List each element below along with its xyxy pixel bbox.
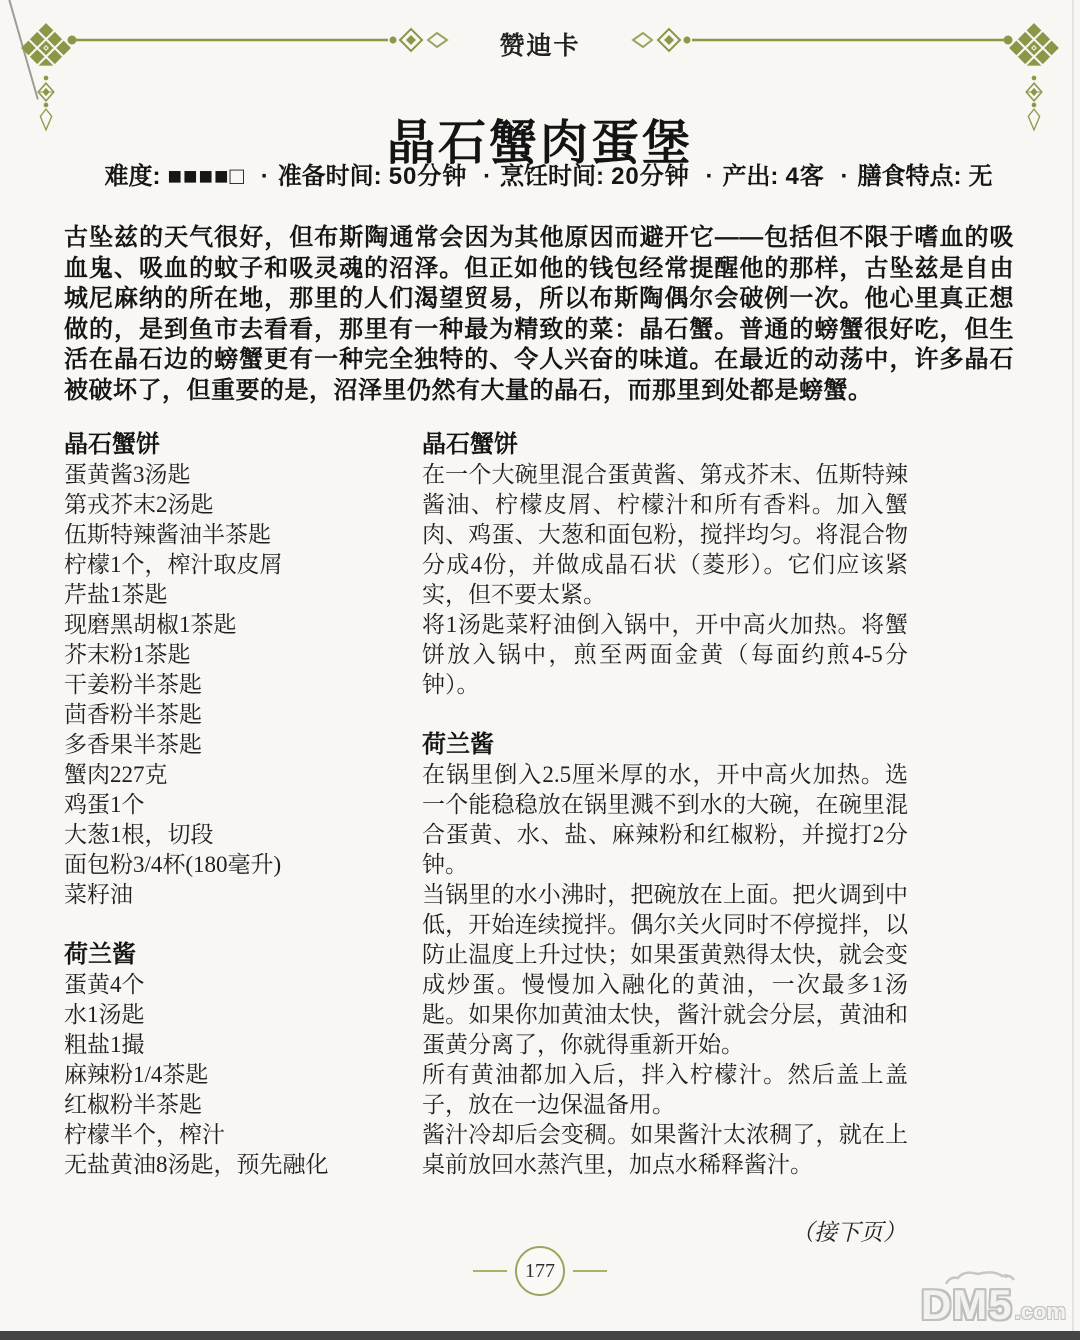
watermark-suffix: .com [1014,1299,1066,1324]
ingredient-item: 干姜粉半茶匙 [64,672,202,697]
page-footer [0,1246,1080,1296]
ingredient-item: 水1汤匙 [64,1002,145,1027]
ingredient-item: 蟹肉227克 [64,762,168,787]
ingredient-item: 菜籽油 [64,882,133,907]
instruction-paragraph: 在锅里倒入2.5厘米厚的水，开中高火加热。选一个能稳稳放在锅里溅不到水的大碗，在碗里混合蛋黄、水、盐、麻辣粉和红椒粉，并搅打2分钟。 [422,762,908,877]
meta-item [831,163,993,190]
meta-separator: · [705,163,714,190]
ingredients-section-crab-cakes [64,430,422,910]
recipe-title: 晶石蟹肉蛋堡 [386,117,693,171]
instruction-paragraph: 所有黄油都加入后，拌入柠檬汁。然后盖上盖子，放在一边保温备用。 [422,1062,908,1117]
meta-item [252,163,468,190]
meta-label: 准备时间: [277,163,382,190]
dm5-watermark [920,1281,1066,1328]
instruction-paragraph: 在一个大碗里混合蛋黄酱、第戎芥末、伍斯特辣酱油、柠檬皮屑、柠檬汁和所有香料。加入蟹肉、鸡蛋、大葱和面包粉，搅拌均匀。将混合物分成4份，并做成晶石状（菱形）。它们应该紧实，但不要太紧。 [422,462,908,607]
meta-separator: · [840,163,849,190]
recipe-columns [64,430,1016,1247]
meta-label: 膳食特点: [857,163,962,190]
meta-separator: · [260,163,269,190]
ingredient-item: 芥末粉1茶匙 [64,642,191,667]
ingredient-item: 大葱1根，切段 [64,822,214,847]
meta-item [474,163,690,190]
ingredient-item: 麻辣粉1/4茶匙 [64,1062,209,1087]
ingredient-item: 伍斯特辣酱油半茶匙 [64,522,271,547]
instructions-section-hollandaise [422,730,908,1180]
ingredient-item: 柠檬半个，榨汁 [64,1122,225,1147]
page-edge-line [1072,0,1074,1340]
instruction-paragraphs [422,460,908,700]
meta-label: 难度: [104,163,161,190]
recipe-meta [0,156,1080,191]
meta-value: 20分钟 [611,163,690,190]
ingredient-item: 芹盐1茶匙 [64,582,168,607]
scan-bottom-bar [0,1331,1080,1340]
ingredients-column [64,430,422,1247]
ingredient-item: 红椒粉半茶匙 [64,1092,202,1117]
meta-item [696,163,824,190]
section-heading: 晶石蟹饼 [64,432,160,458]
meta-label: 产出: [722,163,779,190]
instruction-paragraph: 当锅里的水小沸时，把碗放在上面。把火调到中低，开始连续搅拌。偶尔关火同时不停搅拌，以防止温度上升过快；如果蛋黄熟得太快，就会变成炒蛋。慢慢加入融化的黄油，一次最多1汤匙。如果你加黄油太快，酱汁就会分层，黄油和蛋黄分离了，你就得重新开始。 [422,882,908,1057]
ingredient-item: 多香果半茶匙 [64,732,202,757]
flavor-text: 古坠兹的天气很好，但布斯陶通常会因为其他原因而避开它——包括但不限于嗜血的吸血鬼、吸血的蚊子和吸灵魂的沼泽。但正如他的钱包经常提醒他的那样，古坠兹是自由城尼麻纳的所在地，那里的人们渴望贸易，所以布斯陶偶尔会破例一次。他心里真正想做的，是到鱼市去看看，那里有一种最为精致的菜：晶石蟹。普通的螃蟹很好吃，但生活在晶石边的螃蟹更有一种完全独特的、令人兴奋的味道。在最近的动荡中，许多晶石被破坏了，但重要的是，沼泽里仍然有大量的晶石，而那里到处都是螃蟹。 [64,224,1014,404]
watermark-text: DM5 [920,1281,1013,1328]
meta-value: 50分钟 [388,163,468,190]
instruction-paragraph: 酱汁冷却后会变稠。如果酱汁太浓稠了，就在上桌前放回水蒸汽里，加点水稀释酱汁。 [422,1122,908,1177]
meta-value: 4客 [785,163,825,190]
continuation-note: （接下页） [791,1220,906,1245]
instructions-column [422,430,908,1247]
meta-separator: · [483,163,492,190]
section-heading: 荷兰酱 [422,732,494,758]
ingredient-item: 蛋黄4个 [64,972,145,997]
section-heading: 荷兰酱 [64,942,136,968]
ingredient-item: 茴香粉半茶匙 [64,702,202,727]
ingredient-item: 面包粉3/4杯(180毫升) [64,852,282,877]
ingredient-item: 鸡蛋1个 [64,792,145,817]
ingredient-list [64,970,422,1180]
footer-rule-right [573,1270,607,1272]
ingredient-item: 粗盐1撮 [64,1032,145,1057]
plane-name: 赞迪卡 [499,32,581,60]
instructions-section-crab-cakes [422,430,908,700]
meta-value: 无 [968,163,994,190]
footer-rule-left [473,1270,507,1272]
ingredients-section-hollandaise [64,940,422,1180]
ingredient-item: 无盐黄油8汤匙，预先融化 [64,1152,329,1177]
ingredient-item: 柠檬1个，榨汁取皮屑 [64,552,283,577]
meta-value: ■■■■□ [167,163,246,190]
ingredient-item: 现磨黑胡椒1茶匙 [64,612,237,637]
meta-item [87,163,245,190]
instruction-paragraph: 将1汤匙菜籽油倒入锅中，开中高火加热。将蟹饼放入锅中，煎至两面金黄（每面约煎4-5分钟）。 [422,612,908,697]
meta-label: 烹饪时间: [500,163,605,190]
page-number-badge: 177 [515,1246,565,1296]
section-heading: 晶石蟹饼 [422,432,518,458]
ingredient-list [64,460,422,910]
ingredient-item: 第戎芥末2汤匙 [64,492,214,517]
instruction-paragraphs [422,760,908,1180]
ingredient-item: 蛋黄酱3汤匙 [64,462,191,487]
